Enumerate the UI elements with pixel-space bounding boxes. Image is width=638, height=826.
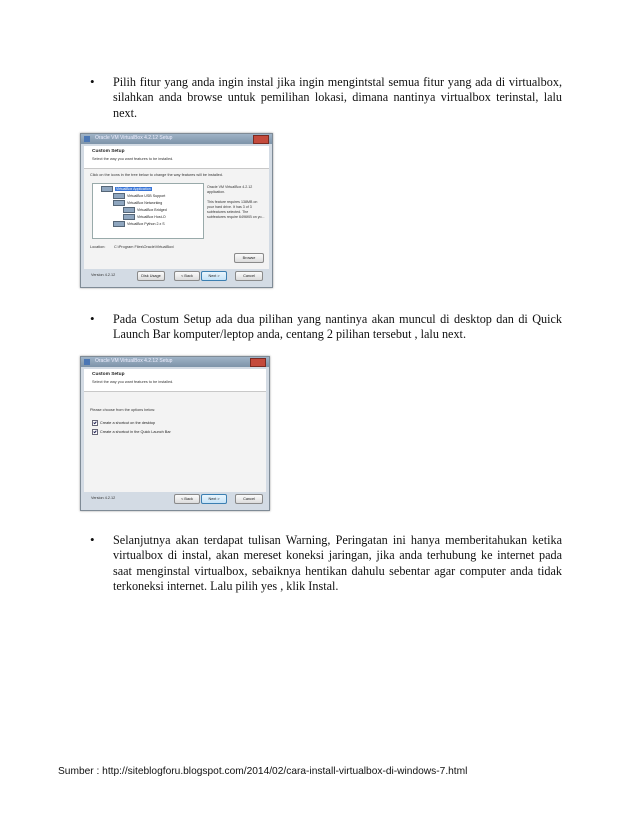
setup-header-subtitle: Select the way you want features to be installed.	[92, 380, 174, 384]
tree-item[interactable]: VirtualBox Python 2.x S	[113, 221, 165, 227]
window-title: Oracle VM VirtualBox 4.2.12 Setup	[95, 135, 173, 141]
drive-icon	[113, 200, 125, 206]
setup-panel	[84, 146, 269, 269]
quicklaunch-shortcut-checkbox[interactable]	[92, 429, 171, 435]
tree-item[interactable]: VirtualBox Networking	[113, 200, 162, 206]
tree-item[interactable]: VirtualBox Host-O	[123, 214, 166, 220]
description-line: Oracle VM VirtualBox 4.2.12	[207, 185, 253, 189]
bullet-item-2	[90, 312, 562, 343]
back-button[interactable]: < Back	[174, 494, 200, 504]
window-titlebar	[81, 134, 272, 144]
checkbox-label: Create a shortcut in the Quick Launch Bar	[100, 430, 171, 434]
location-label: Location:	[90, 245, 106, 249]
location-value: C:\Program Files\Oracle\VirtualBox\	[114, 245, 175, 249]
description-line: This feature requires 138MB on	[207, 200, 258, 204]
version-text: Version 4.2.12	[91, 273, 116, 277]
bullet-text: Selanjutnya akan terdapat tulisan Warning, Peringatan ini hanya memberitahukan ketika virtualbox di instal, akan mereset koneksi jaringan, jika anda terhubung ke internet pada saat menginstal virtualbox, sebaiknya hentikan dahulu sebentar agar computer anda tidak terkoneksi internet. Lalu pilih yes , klik Instal.	[113, 533, 562, 594]
setup-body	[84, 392, 266, 492]
app-icon	[84, 359, 90, 365]
bullet-item-1	[90, 75, 562, 121]
close-icon[interactable]	[253, 135, 269, 144]
tree-item[interactable]: VirtualBox USB Support	[113, 193, 165, 199]
drive-icon	[123, 214, 135, 220]
setup-header-title: Custom Setup	[92, 149, 125, 154]
feature-description	[207, 185, 267, 220]
drive-icon	[101, 186, 113, 192]
bullet-marker: •	[90, 74, 95, 89]
drive-icon	[113, 221, 125, 227]
version-text: Version 4.2.12	[91, 496, 116, 500]
setup-header-title: Custom Setup	[92, 372, 125, 377]
bullet-text: Pilih fitur yang anda ingin instal jika ingin mengintstal semua fitur yang ada di virtualbox, silahkan anda browse untuk pemilihan lokasi, dimana nantinya virtualbox terinstal, lalu next.	[113, 75, 562, 120]
next-button[interactable]: Next >	[201, 494, 227, 504]
tree-item[interactable]: VirtualBox Application	[101, 186, 152, 192]
disk-usage-button[interactable]: Disk Usage	[137, 271, 165, 281]
instruction-text: Please choose from the options below:	[90, 408, 156, 412]
cancel-button[interactable]: Cancel	[235, 271, 263, 281]
bullet-text: Pada Costum Setup ada dua pilihan yang nantinya akan muncul di desktop dan di Quick Launch Bar komputer/leptop anda, centang 2 pilihan tersebut , lalu next.	[113, 312, 562, 342]
setup-panel	[84, 369, 266, 492]
description-line: subfeatures selected. The	[207, 210, 249, 214]
description-line: subfeatures require 6496KB on yo...	[207, 215, 265, 219]
cancel-button[interactable]: Cancel	[235, 494, 263, 504]
source-citation: Sumber : http://siteblogforu.blogspot.com/2014/02/cara-install-virtualbox-di-windows-7.html	[58, 766, 468, 777]
window-title: Oracle VM VirtualBox 4.2.12 Setup	[95, 358, 173, 364]
back-button[interactable]: < Back	[174, 271, 200, 281]
checkbox-label: Create a shortcut on the desktop	[100, 421, 156, 425]
window-titlebar	[81, 357, 269, 367]
setup-header	[84, 146, 269, 169]
bullet-item-3	[90, 533, 562, 595]
feature-tree[interactable]	[92, 183, 204, 239]
description-line: application.	[207, 190, 226, 194]
close-icon[interactable]	[250, 358, 266, 367]
screenshot-custom-setup-features	[80, 133, 273, 288]
drive-icon	[113, 193, 125, 199]
checkbox-checked-icon	[92, 429, 98, 435]
instruction-text: Click on the icons in the tree below to change the way features will be installed.	[90, 173, 223, 177]
drive-icon	[123, 207, 135, 213]
bullet-marker: •	[90, 532, 95, 547]
bullet-marker: •	[90, 311, 95, 326]
app-icon	[84, 136, 90, 142]
tree-item[interactable]: VirtualBox Bridged	[123, 207, 167, 213]
setup-body	[84, 169, 269, 269]
browse-button[interactable]: Browse	[234, 253, 264, 263]
description-line: your hard drive. It has 3 of 3	[207, 205, 252, 209]
setup-header-subtitle: Select the way you want features to be installed.	[92, 157, 174, 161]
next-button[interactable]: Next >	[201, 271, 227, 281]
checkbox-checked-icon	[92, 420, 98, 426]
desktop-shortcut-checkbox[interactable]	[92, 420, 155, 426]
screenshot-custom-setup-shortcuts	[80, 356, 270, 511]
setup-header	[84, 369, 266, 392]
